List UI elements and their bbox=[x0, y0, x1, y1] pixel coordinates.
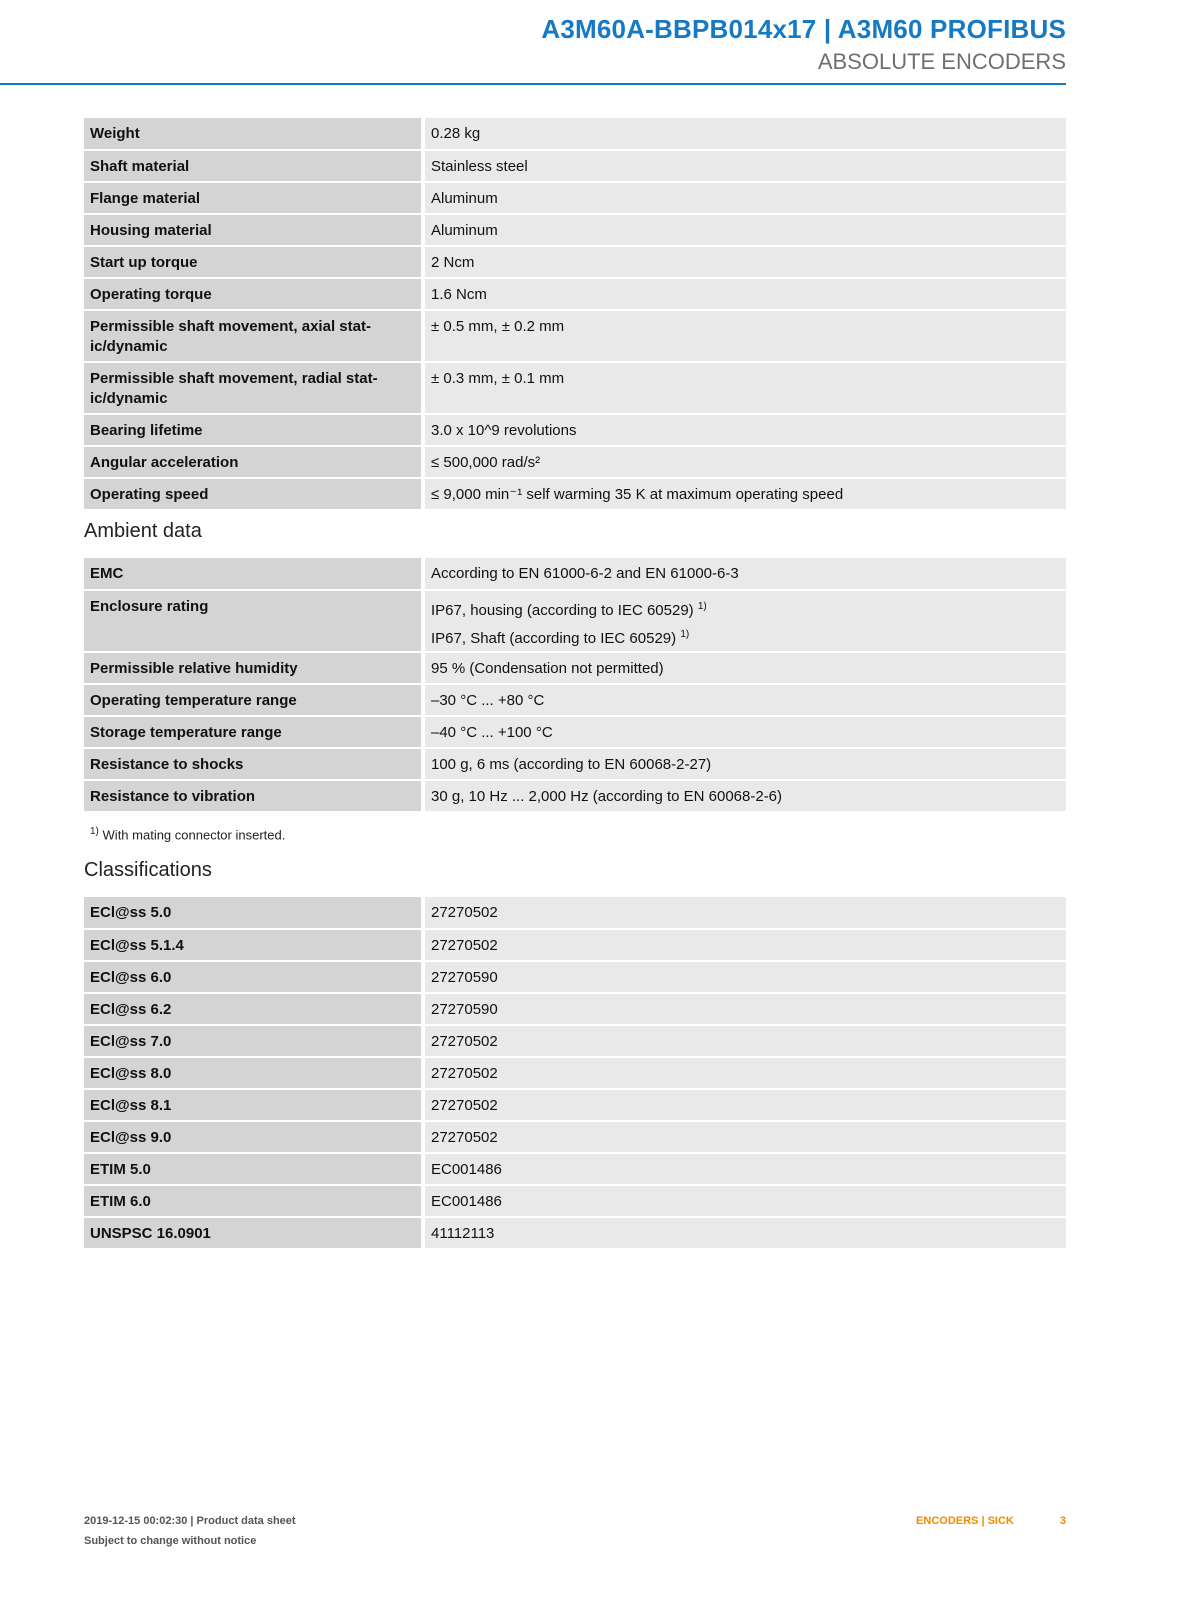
class-label: ECl@ss 7.0 bbox=[84, 1025, 423, 1057]
spec-value bbox=[423, 590, 1066, 652]
spec-label: Housing material bbox=[84, 214, 423, 246]
class-value: 27270502 bbox=[423, 1025, 1066, 1057]
spec-label: Permissible relative humidity bbox=[84, 652, 423, 684]
table-row bbox=[84, 478, 1066, 510]
table-row bbox=[84, 414, 1066, 446]
table-row bbox=[84, 1185, 1066, 1217]
class-label: ECl@ss 6.2 bbox=[84, 993, 423, 1025]
spec-value: Aluminum bbox=[423, 214, 1066, 246]
class-label: ETIM 6.0 bbox=[84, 1185, 423, 1217]
table-row bbox=[84, 780, 1066, 812]
class-value: 27270502 bbox=[423, 1121, 1066, 1153]
spec-value: According to EN 61000-6-2 and EN 61000-6-3 bbox=[423, 558, 1066, 590]
table-row bbox=[84, 716, 1066, 748]
footnote-ref: 1) bbox=[697, 601, 707, 612]
footnote bbox=[90, 826, 285, 842]
class-value: 27270590 bbox=[423, 993, 1066, 1025]
class-value: 27270502 bbox=[423, 897, 1066, 929]
spec-label: Operating torque bbox=[84, 278, 423, 310]
class-value: 41112113 bbox=[423, 1217, 1066, 1249]
spec-value: 0.28 kg bbox=[423, 118, 1066, 150]
table-row bbox=[84, 558, 1066, 590]
spec-label: Permissible shaft movement, axial stat-ic/dynamic bbox=[84, 310, 423, 362]
footnote-text: With mating connector inserted. bbox=[102, 827, 286, 843]
footer-date-doctype: 2019-12-15 00:02:30 | Product data sheet bbox=[84, 1515, 296, 1527]
page-footer-right bbox=[916, 1511, 1066, 1531]
table-row bbox=[84, 590, 1066, 652]
enclosure-rating-housing: IP67, housing (according to IEC 60529) bbox=[431, 602, 694, 619]
spec-value: ≤ 500,000 rad/s² bbox=[423, 446, 1066, 478]
table-row bbox=[84, 182, 1066, 214]
table-row bbox=[84, 1089, 1066, 1121]
page-number: 3 bbox=[1059, 1515, 1066, 1527]
table-row bbox=[84, 310, 1066, 362]
page-header bbox=[0, 0, 1203, 86]
class-value: 27270502 bbox=[423, 929, 1066, 961]
spec-label: Weight bbox=[84, 118, 423, 150]
class-label: ECl@ss 8.0 bbox=[84, 1057, 423, 1089]
spec-label: Bearing lifetime bbox=[84, 414, 423, 446]
table-row bbox=[84, 652, 1066, 684]
table-row bbox=[84, 993, 1066, 1025]
spec-value: 30 g, 10 Hz ... 2,000 Hz (according to EN 60068-2-6) bbox=[423, 780, 1066, 812]
table-row bbox=[84, 684, 1066, 716]
spec-label: Operating temperature range bbox=[84, 684, 423, 716]
product-category: ABSOLUTE ENCODERS bbox=[817, 49, 1066, 74]
spec-value: 2 Ncm bbox=[423, 246, 1066, 278]
spec-value: ± 0.3 mm, ± 0.1 mm bbox=[423, 362, 1066, 414]
table-row bbox=[84, 897, 1066, 929]
table-row bbox=[84, 1057, 1066, 1089]
footnote-ref: 1) bbox=[680, 629, 690, 640]
class-value: EC001486 bbox=[423, 1185, 1066, 1217]
spec-value: Stainless steel bbox=[423, 150, 1066, 182]
ambient-data-table bbox=[84, 558, 1066, 813]
spec-label: Operating speed bbox=[84, 478, 423, 510]
table-row bbox=[84, 150, 1066, 182]
class-label: ETIM 5.0 bbox=[84, 1153, 423, 1185]
spec-value: 3.0 x 10^9 revolutions bbox=[423, 414, 1066, 446]
section-title-ambient: Ambient data bbox=[84, 520, 202, 542]
product-title: A3M60A-BBPB014x17 | A3M60 PROFIBUS bbox=[541, 14, 1066, 44]
spec-label: Resistance to vibration bbox=[84, 780, 423, 812]
class-label: ECl@ss 6.0 bbox=[84, 961, 423, 993]
class-value: EC001486 bbox=[423, 1153, 1066, 1185]
class-label: UNSPSC 16.0901 bbox=[84, 1217, 423, 1249]
spec-value: ≤ 9,000 min⁻¹ self warming 35 K at maximum operating speed bbox=[423, 478, 1066, 510]
section-title-classifications: Classifications bbox=[84, 859, 212, 881]
table-row bbox=[84, 929, 1066, 961]
enclosure-rating-shaft: IP67, Shaft (according to IEC 60529) bbox=[431, 630, 677, 647]
spec-value: ± 0.5 mm, ± 0.2 mm bbox=[423, 310, 1066, 362]
table-row bbox=[84, 1153, 1066, 1185]
class-label: ECl@ss 5.0 bbox=[84, 897, 423, 929]
table-row bbox=[84, 1121, 1066, 1153]
spec-value: 100 g, 6 ms (according to EN 60068-2-27) bbox=[423, 748, 1066, 780]
table-row bbox=[84, 1025, 1066, 1057]
spec-label: Permissible shaft movement, radial stat-ic/dynamic bbox=[84, 362, 423, 414]
spec-label: Start up torque bbox=[84, 246, 423, 278]
spec-label: Enclosure rating bbox=[84, 590, 423, 652]
footer-notice: Subject to change without notice bbox=[84, 1535, 257, 1547]
spec-label: EMC bbox=[84, 558, 423, 590]
spec-label: Storage temperature range bbox=[84, 716, 423, 748]
spec-value: 95 % (Condensation not permitted) bbox=[423, 652, 1066, 684]
page-footer-left bbox=[84, 1511, 296, 1551]
classifications-table bbox=[84, 897, 1066, 1250]
table-row bbox=[84, 1217, 1066, 1249]
class-value: 27270502 bbox=[423, 1089, 1066, 1121]
class-label: ECl@ss 8.1 bbox=[84, 1089, 423, 1121]
table-row bbox=[84, 362, 1066, 414]
class-value: 27270590 bbox=[423, 961, 1066, 993]
spec-label: Angular acceleration bbox=[84, 446, 423, 478]
table-row bbox=[84, 214, 1066, 246]
mechanical-data-table bbox=[84, 118, 1066, 511]
footer-brand: ENCODERS | SICK bbox=[916, 1515, 1014, 1527]
spec-label: Flange material bbox=[84, 182, 423, 214]
header-divider bbox=[0, 83, 1066, 85]
class-value: 27270502 bbox=[423, 1057, 1066, 1089]
spec-value: –40 °C ... +100 °C bbox=[423, 716, 1066, 748]
class-label: ECl@ss 5.1.4 bbox=[84, 929, 423, 961]
class-label: ECl@ss 9.0 bbox=[84, 1121, 423, 1153]
spec-label: Shaft material bbox=[84, 150, 423, 182]
table-row bbox=[84, 246, 1066, 278]
spec-value: –30 °C ... +80 °C bbox=[423, 684, 1066, 716]
spec-value: Aluminum bbox=[423, 182, 1066, 214]
footnote-mark: 1) bbox=[90, 826, 99, 837]
spec-value: 1.6 Ncm bbox=[423, 278, 1066, 310]
spec-label: Resistance to shocks bbox=[84, 748, 423, 780]
table-row bbox=[84, 278, 1066, 310]
table-row bbox=[84, 446, 1066, 478]
table-row bbox=[84, 961, 1066, 993]
table-row bbox=[84, 118, 1066, 150]
table-row bbox=[84, 748, 1066, 780]
